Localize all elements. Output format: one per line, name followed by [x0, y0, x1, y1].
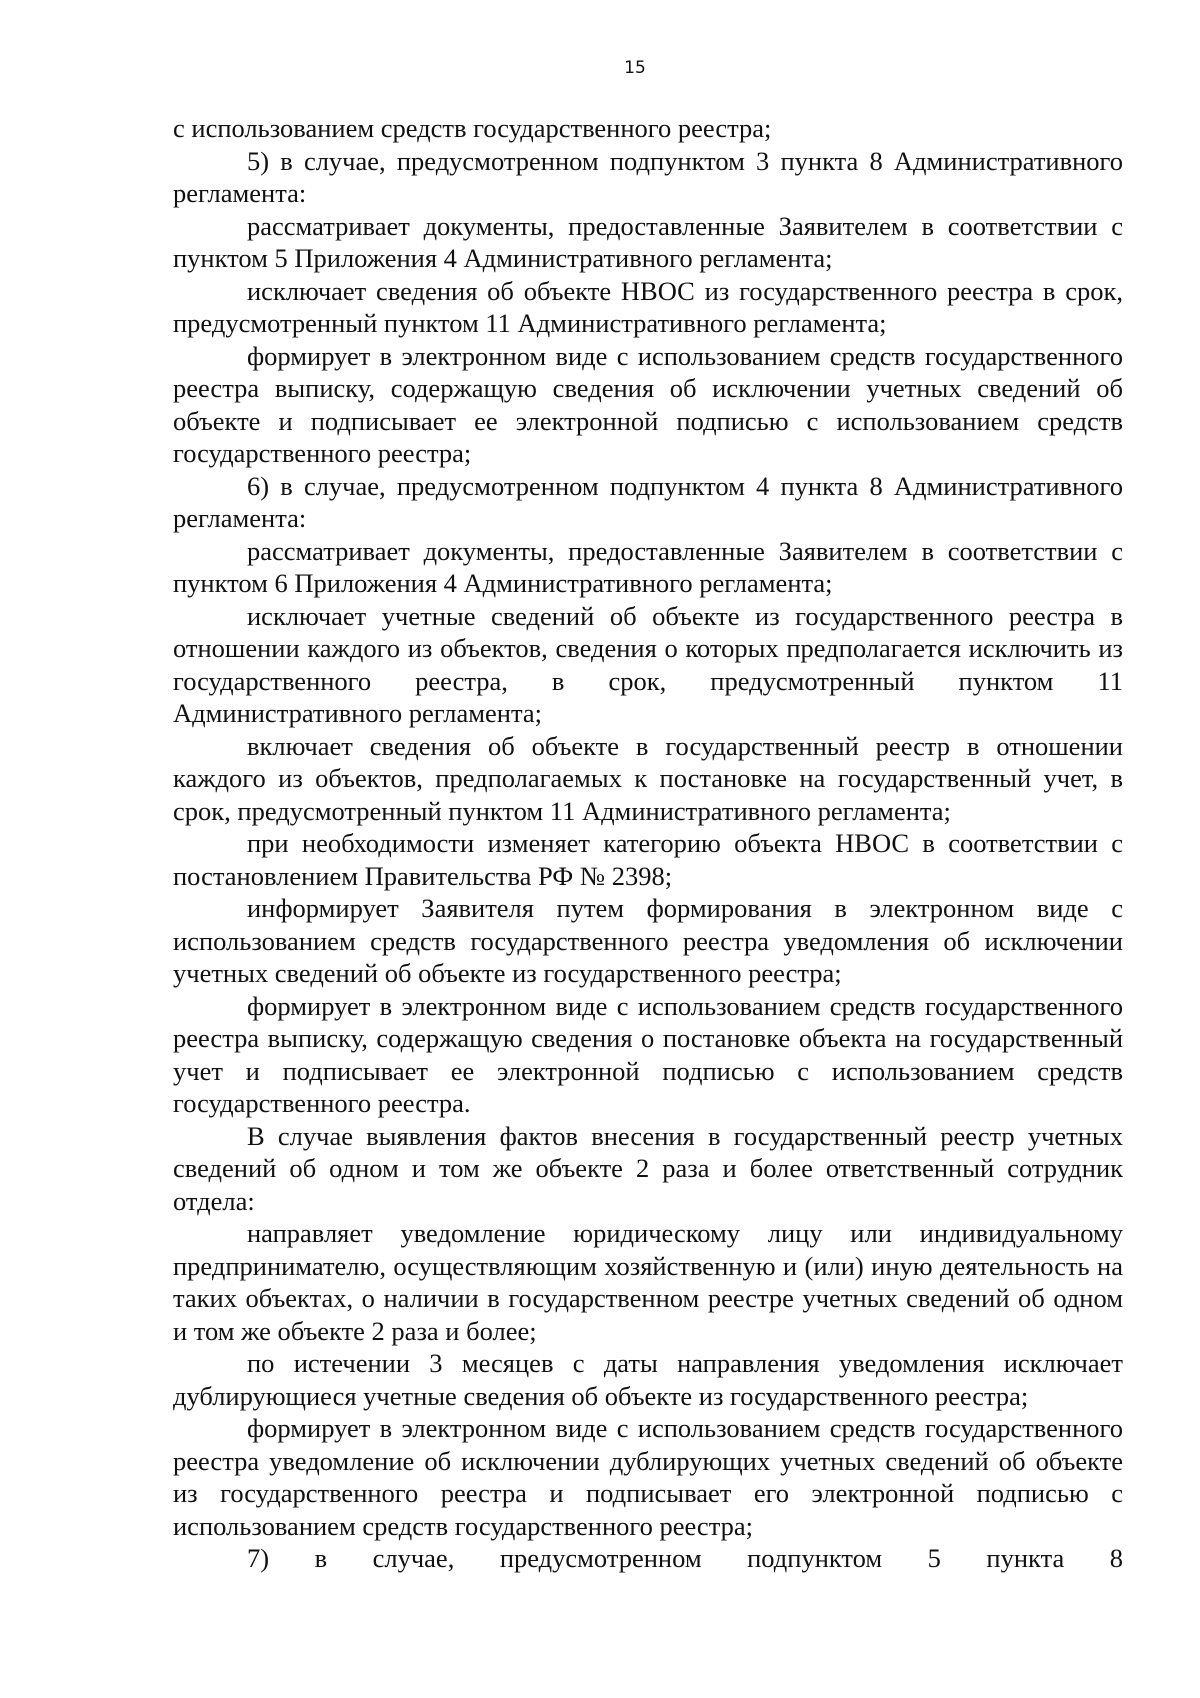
paragraph: 6) в случае, предусмотренном подпунктом 4 пункта 8 Административного регламента: — [173, 470, 1123, 533]
paragraph: включает сведения об объекте в государственный реестр в отношении каждого из объектов, предполагаемых к постановке на государственный учет, в срок, предусмотренный пунктом 11 Административного регламента; — [173, 730, 1123, 826]
paragraph: рассматривает документы, предоставленные Заявителем в соответствии с пунктом 5 Приложения 4 Административного регламента; — [173, 210, 1123, 273]
paragraph: формирует в электронном виде с использованием средств государственного реестра выписку, содержащую сведения об исключении учетных сведений об объекте и подписывает ее электронной подписью с использованием средств государственного реестра; — [173, 340, 1123, 468]
paragraph: при необходимости изменяет категорию объекта НВОС в соответствии с постановлением Правительства РФ № 2398; — [173, 828, 1123, 891]
paragraph: рассматривает документы, предоставленные Заявителем в соответствии с пунктом 6 Приложения 4 Административного регламента; — [173, 535, 1123, 598]
document-body — [173, 112, 1123, 1575]
paragraph: направляет уведомление юридическому лицу или индивидуальному предпринимателю, осуществляющим хозяйственную и (или) иную деятельность на таких объектах, о наличии в государственном реестре учетных сведений об одном и том же объекте 2 раза и более; — [173, 1218, 1123, 1346]
paragraph: исключает сведения об объекте НВОС из государственного реестра в срок, предусмотренный пунктом 11 Административного регламента; — [173, 275, 1123, 338]
paragraph: 5) в случае, предусмотренном подпунктом 3 пункта 8 Административного регламента: — [173, 145, 1123, 208]
page-number: 15 — [624, 58, 646, 78]
paragraph: с использованием средств государственного реестра; — [173, 113, 772, 143]
paragraph: формирует в электронном виде с использованием средств государственного реестра уведомление об исключении дублирующих учетных сведений об объекте из государственного реестра и подписывает его электронной подписью с использованием средств государственного реестра; — [173, 1413, 1123, 1541]
paragraph: информирует Заявителя путем формирования в электронном виде с использованием средств государственного реестра уведомления об исключении учетных сведений об объекте из государственного реестра; — [173, 893, 1123, 988]
paragraph: по истечении 3 месяцев с даты направления уведомления исключает дублирующиеся учетные сведения об объекте из государственного реестра; — [173, 1348, 1123, 1411]
paragraph: формирует в электронном виде с использованием средств государственного реестра выписку, содержащую сведения о постановке объекта на государственный учет и подписывает ее электронной подписью с использованием средств государственного реестра. — [173, 990, 1123, 1118]
paragraph: исключает учетные сведений об объекте из государственного реестра в отношении каждого из объектов, сведения о которых предполагается исключить из государственного реестра, в срок, предусмотренный пунктом 11 Административного регламента; — [173, 600, 1123, 728]
paragraph: В случае выявления фактов внесения в государственный реестр учетных сведений об одном и том же объекте 2 раза и более ответственный сотрудник отдела: — [173, 1120, 1123, 1216]
paragraph: 7) в случае, предусмотренном подпунктом 5 пункта 8 — [247, 1543, 1123, 1573]
